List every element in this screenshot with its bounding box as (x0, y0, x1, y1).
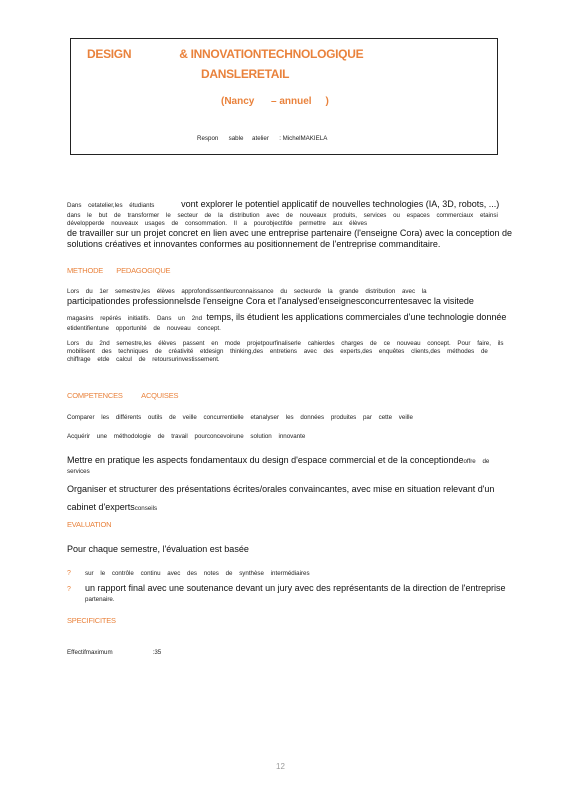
evaluation-bullet-1-text: sur le contrôle continu avec des notes de synthèse intermédiaires (85, 570, 310, 577)
title-innovation: & INNOVATIONTECHNOLOGIQUE (179, 47, 364, 61)
methode-p1-line4: etidentifientune opportunité de nouveau concept. (67, 324, 221, 332)
evaluation-bullet-2 (67, 578, 512, 604)
methode-paragraph-1 (67, 288, 512, 333)
title-design: DESIGN (87, 47, 132, 61)
intro-big-c: de travailler sur un projet concret en lien avec une entreprise partenaire (l'enseigne Cora) avec la conception de solutions créatives et innovantes conformes au positionnement de l'entreprise commanditaire. (67, 228, 512, 249)
competence-3 (67, 450, 512, 476)
heading-specificites: SPECIFICITES (67, 616, 116, 625)
methode-p1-line3-small: magasins repérés initiatifs. Dans un 2nd (67, 314, 203, 322)
competence-2: Acquérir une méthodologie de travail pourconcevoirune solution innovante (67, 433, 306, 440)
heading-evaluation: EVALUATION (67, 520, 112, 529)
responsable-line: Respon sable atelier : MichelMAKIELA (197, 135, 328, 142)
methode-p1-line1: Lors du 1er semestre,les élèves approfondissentleurconnaissance du secteurde la grande distribution avec la (67, 288, 427, 295)
evaluation-bullet-2-text: un rapport final avec une soutenance devant un jury avec des représentants de la direction de l'entreprise (85, 583, 506, 593)
intro-big-a: vont explorer le potentiel applicatif de nouvelles technologies (IA, 3D, robots, ...) (181, 199, 500, 209)
methode-paragraph-2 (67, 340, 512, 364)
methode-p1-line3-big: temps, ils étudient les applications commerciales d'une technologie donnée (206, 311, 507, 322)
effectif-label: Effectifmaximum (67, 649, 113, 656)
bullet-marker-icon: ? (67, 586, 71, 593)
competence-4-small: conseils (134, 505, 158, 512)
competence-3-inline: offre de (463, 458, 490, 465)
competence-4-big: Organiser et structurer des présentations écrites/orales convaincantes, avec mise en situation relevant d'un cabinet d'experts (67, 484, 495, 512)
methode-p2-text: Lors du 2nd semestre,les élèves passent en mode projetpourfinaliserle cahierdes charges de ce nouveau concept. Pour faire, ils mobilisent des techniques de créativité etdesign thinking,des entretiens avec des experts,des enquêtes clients,des méthodes de chiffrage etde calcul de retoursurinvestissement. (67, 340, 504, 363)
effectif-value: :35 (152, 649, 162, 656)
evaluation-bullet-2-continuation: partenaire. (85, 596, 115, 603)
competence-3-small: services (67, 468, 90, 475)
bullet-marker-icon: ? (67, 570, 71, 577)
title-line-2: DANSLERETAIL (201, 67, 290, 81)
specificites-line (67, 641, 512, 659)
intro-paragraph (67, 194, 512, 249)
page-number: 12 (276, 762, 285, 771)
evaluation-intro: Pour chaque semestre, l'évaluation est basée (67, 544, 249, 554)
heading-methode: METHODE PEDAGOGIQUE (67, 266, 171, 275)
intro-small-a: Dans cetatelier,les étudiants (67, 202, 155, 209)
competence-4 (67, 479, 512, 515)
title-box (70, 38, 498, 155)
methode-p1-line2: participationdes professionnelsde l'enseigne Cora et l'analysed'enseignesconcurrentesavec la visitede (67, 296, 474, 306)
title-line-1 (87, 47, 363, 61)
title-location: (Nancy – annuel ) (221, 96, 329, 107)
competence-3-big: Mettre en pratique les aspects fondamentaux du design d'espace commercial et de la conceptionde (67, 455, 464, 465)
competence-1: Comparer les différents outils de veille concurrentielle etanalyser les données produites par cette veille (67, 414, 413, 421)
intro-small-b: dans le but de transformer le secteur de la distribution avec de nouveaux produits, services ou espaces commerciaux etainsi développerde nouveaux usages de consommation. Il a pourobjectifde permettre aux élèves (67, 212, 498, 227)
heading-competences: COMPETENCES ACQUISES (67, 391, 179, 400)
